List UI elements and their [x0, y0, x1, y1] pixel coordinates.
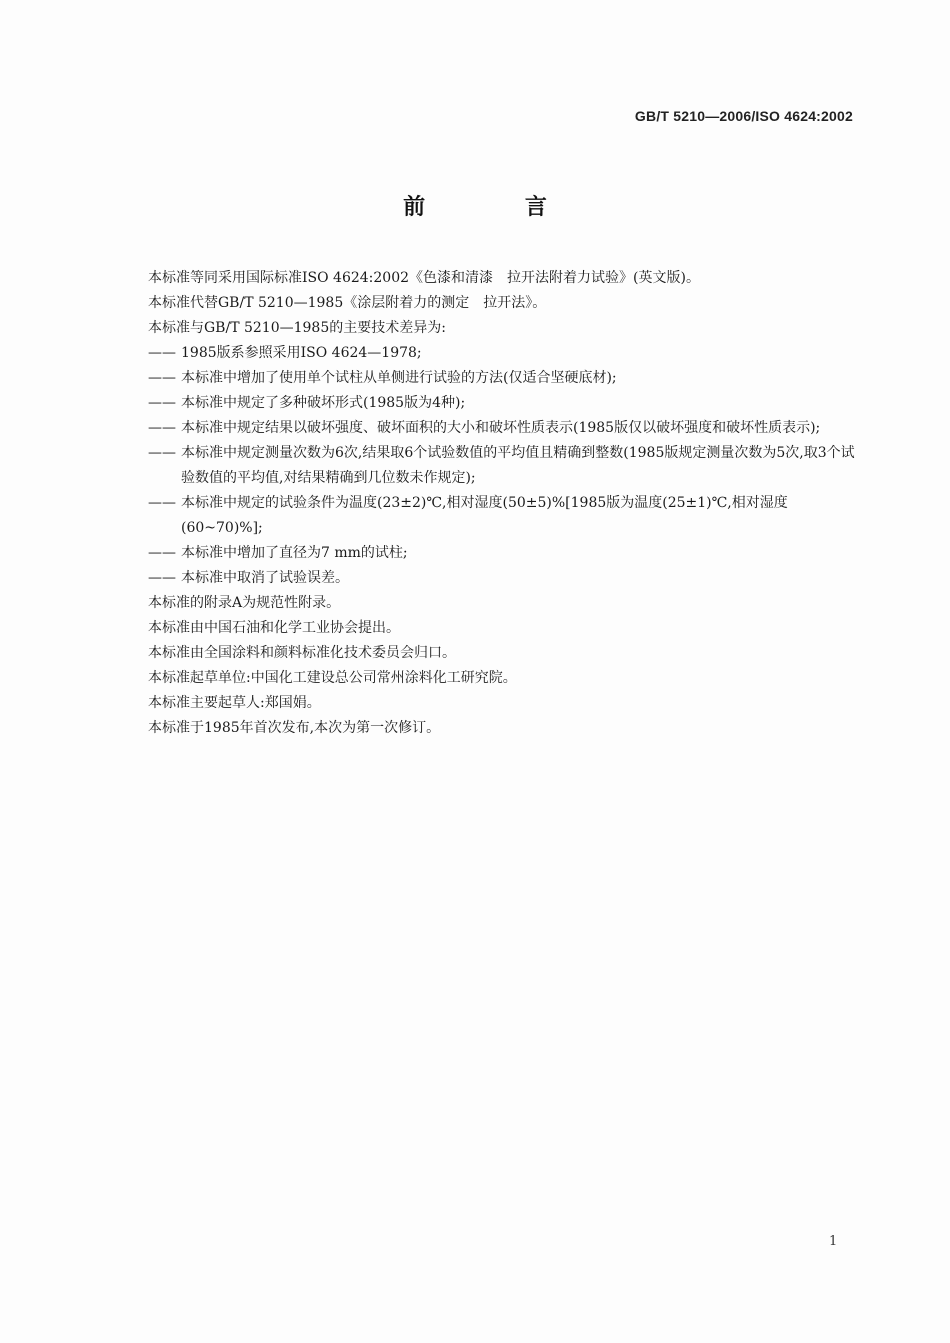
paragraph-drafters: 本标准主要起草人:郑国娟。 [148, 695, 321, 711]
difference-item [148, 441, 858, 491]
difference-text: 本标准中规定的试验条件为温度(23±2)℃,相对湿度(50±5)%[1985版为温度(25±1)℃,相对湿度(60~70)%]; [181, 495, 788, 536]
difference-item [148, 341, 858, 366]
standard-number-header: GB/T 5210—2006/ISO 4624:2002 [634, 108, 853, 124]
difference-text: 1985版系参照采用ISO 4624—1978; [181, 345, 422, 361]
dash-marker: —— [148, 545, 176, 561]
difference-item [148, 491, 858, 541]
difference-text: 本标准中规定测量次数为6次,结果取6个试验数值的平均值且精确到整数(1985版规定测量次数为5次,取3个试验数值的平均值,对结果精确到几位数未作规定); [181, 445, 855, 486]
paragraph-replacement: 本标准代替GB/T 5210—1985《涂层附着力的测定 拉开法》。 [148, 295, 547, 311]
page-title: 前 言 [403, 195, 593, 220]
dash-marker: —— [148, 370, 176, 386]
foreword-body [148, 266, 858, 741]
difference-text: 本标准中规定了多种破坏形式(1985版为4种); [181, 395, 466, 411]
paragraph-drafting-unit: 本标准起草单位:中国化工建设总公司常州涂料化工研究院。 [148, 670, 517, 686]
difference-item [148, 416, 858, 441]
difference-item [148, 541, 858, 566]
dash-marker: —— [148, 395, 176, 411]
paragraph-annex: 本标准的附录A为规范性附录。 [148, 595, 341, 611]
dash-marker: —— [148, 570, 176, 586]
page-number: 1 [829, 1234, 838, 1249]
paragraph-differences-intro: 本标准与GB/T 5210—1985的主要技术差异为: [148, 320, 446, 336]
paragraph-proposed-by: 本标准由中国石油和化学工业协会提出。 [148, 620, 400, 636]
difference-item [148, 391, 858, 416]
difference-text: 本标准中规定结果以破坏强度、破坏面积的大小和破坏性质表示(1985版仅以破坏强度和破坏性质表示); [181, 420, 821, 436]
dash-marker: —— [148, 495, 176, 511]
dash-marker: —— [148, 345, 176, 361]
paragraph-centralized-by: 本标准由全国涂料和颜料标准化技术委员会归口。 [148, 645, 456, 661]
difference-item [148, 366, 858, 391]
dash-marker: —— [148, 420, 176, 436]
difference-text: 本标准中增加了使用单个试柱从单侧进行试验的方法(仅适合坚硬底材); [181, 370, 617, 386]
difference-text: 本标准中取消了试验误差。 [181, 570, 349, 586]
dash-marker: —— [148, 445, 176, 461]
difference-item [148, 566, 858, 591]
paragraph-adoption: 本标准等同采用国际标准ISO 4624:2002《色漆和清漆 拉开法附着力试验》(英文版)。 [148, 270, 700, 286]
paragraph-history: 本标准于1985年首次发布,本次为第一次修订。 [148, 720, 441, 736]
difference-text: 本标准中增加了直径为7 mm的试柱; [181, 545, 408, 561]
